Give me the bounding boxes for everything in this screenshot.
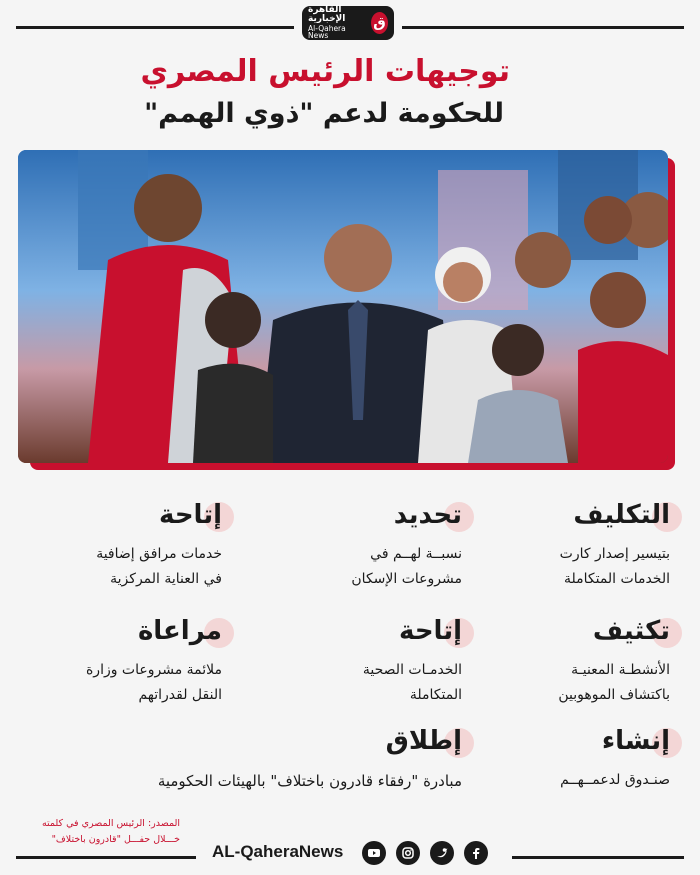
hero-photo: [18, 150, 668, 463]
directive-item: [470, 616, 670, 707]
directive-title: تكثيف: [592, 616, 670, 646]
brand-name-ar: القاهرة الإخبارية: [308, 4, 346, 25]
source-line: المصدر: الرئيس المصري في كلمته: [41, 818, 180, 829]
directive-desc: في العناية المركزية: [110, 570, 222, 587]
page-subtitle: للحكومة لدعم "ذوي الهمم": [144, 98, 504, 129]
website-label: AL-QaheraNews: [212, 842, 344, 861]
directive-item: [22, 616, 222, 707]
directive-desc: الأنشطـة المعنيـة: [571, 662, 670, 678]
bottom-divider-left: [16, 856, 196, 859]
directive-desc: بتيسير إصدار كارت: [559, 546, 670, 562]
directive-item: [22, 500, 222, 591]
directive-item: [262, 500, 462, 591]
directive-desc: النقل لقدراتهم: [138, 686, 222, 703]
directive-item: [470, 726, 670, 793]
twitter-icon[interactable]: [430, 841, 454, 865]
brand-mark-icon: ق: [371, 12, 388, 34]
directive-desc: خدمات مرافق إضافية: [96, 546, 222, 562]
source-line: خـــلال حفـــل "قادرون باختلاف": [51, 834, 180, 846]
directive-item: [42, 726, 462, 794]
top-divider-right: [402, 26, 684, 29]
directive-title: تحديد: [393, 500, 462, 530]
directive-title: إتاحة: [399, 616, 462, 646]
brand-logo: [302, 6, 394, 40]
directive-desc: المتكاملة: [409, 686, 462, 703]
directive-title: إتاحة: [159, 500, 222, 530]
brand-name-en: Al-Qahera News: [308, 23, 346, 41]
facebook-icon[interactable]: [464, 841, 488, 865]
directive-desc: باكتشاف الموهوبين: [558, 686, 670, 703]
directive-desc: صنـدوق لدعمــهــم: [560, 772, 670, 788]
directive-title: إطلاق: [385, 726, 462, 756]
directive-title: التكليف: [573, 500, 670, 530]
directive-title: إنشاء: [601, 726, 670, 756]
directive-desc: الخدمـات الصحية: [362, 662, 462, 678]
youtube-icon[interactable]: [362, 841, 386, 865]
directive-desc: مبادرة "رفقاء قادرون باختلاف" بالهيئات الحكومية: [157, 772, 462, 790]
directive-desc: ملائمة مشروعات وزارة: [85, 662, 222, 678]
directive-desc: نسبــة لهــم في: [370, 546, 462, 562]
directive-item: [470, 500, 670, 591]
directive-desc: مشروعات الإسكان: [351, 570, 462, 587]
bottom-divider-right: [512, 856, 684, 859]
social-links: [362, 841, 488, 865]
instagram-icon[interactable]: [396, 841, 420, 865]
source-note: [42, 816, 180, 848]
top-divider-left: [16, 26, 294, 29]
hero-photo-illustration: [18, 150, 668, 463]
directive-item: [262, 616, 462, 707]
page-title: توجيهات الرئيس المصري: [140, 54, 510, 89]
directive-title: مراعاة: [137, 616, 222, 646]
directive-desc: الخدمات المتكاملة: [563, 570, 670, 587]
